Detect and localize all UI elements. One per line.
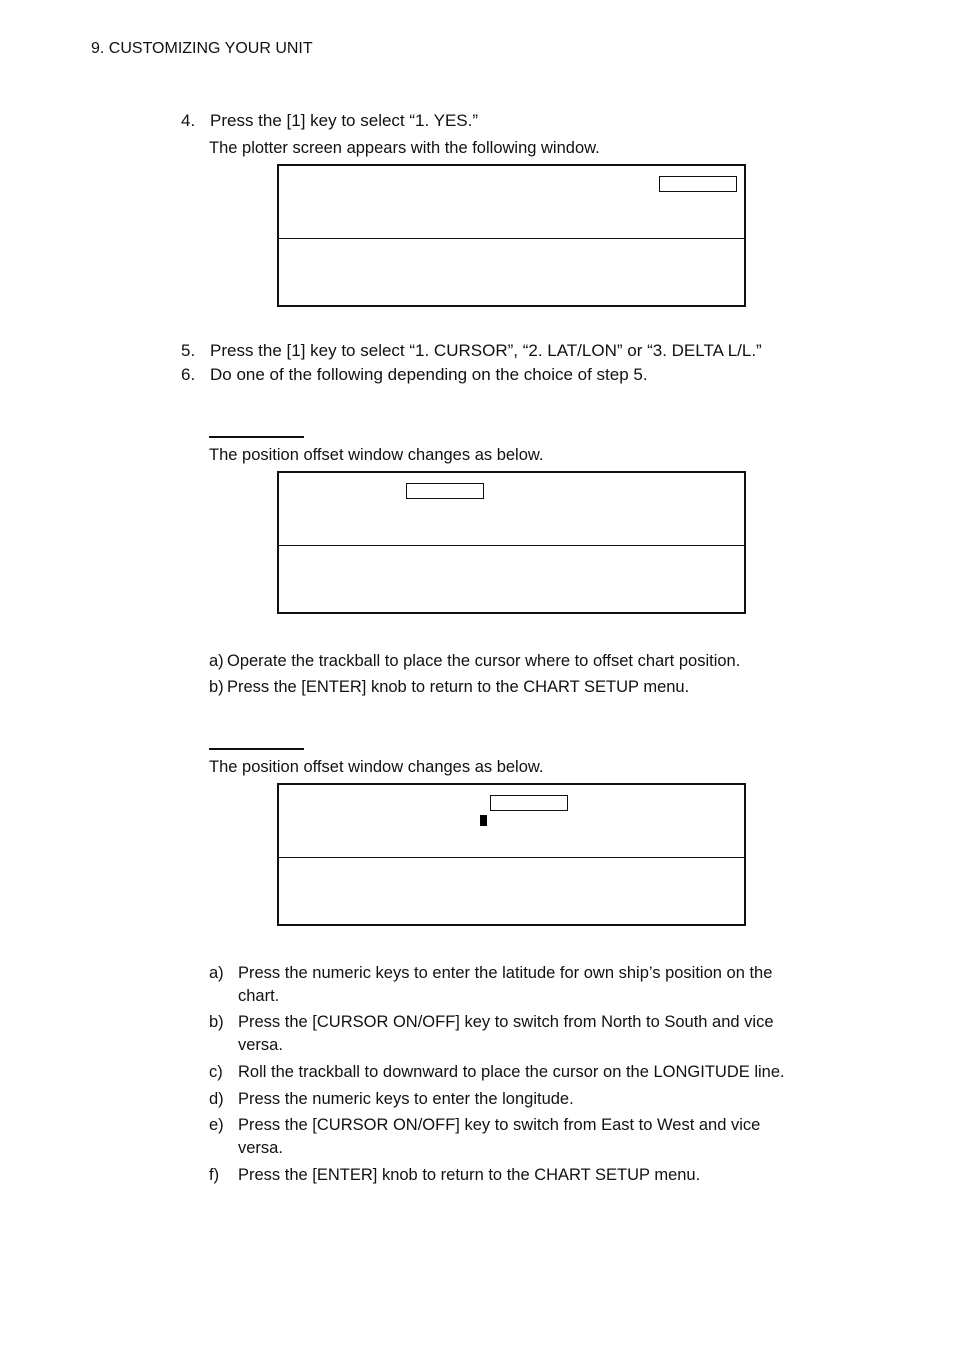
- cursor-item-b: [209, 678, 909, 700]
- step-4-note: The plotter screen appears with the following window.: [209, 139, 600, 157]
- item-text-line1: Press the [CURSOR ON/OFF] key to switch from North to South and vice: [238, 1013, 774, 1031]
- item-text-line2: versa.: [238, 1139, 283, 1157]
- item-label: b): [209, 1013, 224, 1031]
- latlon-item-b: [209, 1013, 909, 1059]
- section-heading-rule: [209, 748, 304, 750]
- step-text: Press the [1] key to select “1. CURSOR”, “2. LAT/LON” or “3. DELTA L/L.”: [210, 341, 762, 360]
- cursor-item-a: [209, 652, 909, 674]
- latlon-item-c: [209, 1063, 909, 1085]
- step-text: Do one of the following depending on the choice of step 5.: [210, 365, 648, 384]
- item-text: Operate the trackball to place the cursor where to offset chart position.: [227, 652, 741, 670]
- item-text-line1: Press the [ENTER] knob to return to the CHART SETUP menu.: [238, 1166, 701, 1184]
- highlighted-field: [490, 795, 568, 811]
- item-label: a): [209, 964, 224, 982]
- item-text-line1: Press the [CURSOR ON/OFF] key to switch from East to West and vice: [238, 1116, 761, 1134]
- window-divider: [279, 857, 744, 858]
- latlon-section-note: The position offset window changes as below.: [209, 758, 544, 776]
- item-text-line1: Press the numeric keys to enter the latitude for own ship’s position on the: [238, 964, 773, 982]
- window-divider: [279, 238, 744, 239]
- plotter-window-initial: [277, 164, 746, 307]
- position-offset-window-cursor: [277, 471, 746, 614]
- window-divider: [279, 545, 744, 546]
- latlon-item-d: [209, 1090, 909, 1112]
- item-label: f): [209, 1166, 220, 1184]
- item-label: a): [209, 652, 224, 670]
- step-4: [181, 111, 881, 133]
- latlon-item-e: [209, 1116, 909, 1162]
- item-label: c): [209, 1063, 223, 1081]
- highlighted-field: [406, 483, 484, 499]
- item-text-line1: Roll the trackball to downward to place the cursor on the LONGITUDE line.: [238, 1063, 785, 1081]
- step-5: [181, 341, 881, 363]
- step-6: [181, 365, 881, 387]
- position-offset-window-latlon: [277, 783, 746, 926]
- latlon-item-a: [209, 964, 909, 1010]
- step-number: 6.: [181, 365, 196, 384]
- item-text-line1: Press the numeric keys to enter the longitude.: [238, 1090, 574, 1108]
- item-label: d): [209, 1090, 224, 1108]
- step-number: 5.: [181, 341, 196, 360]
- section-heading-rule: [209, 436, 304, 438]
- step-number: 4.: [181, 111, 196, 130]
- section-header: 9. CUSTOMIZING YOUR UNIT: [91, 40, 313, 57]
- highlighted-field: [659, 176, 737, 192]
- item-label: b): [209, 678, 224, 696]
- item-text-line2: versa.: [238, 1036, 283, 1054]
- item-text: Press the [ENTER] knob to return to the CHART SETUP menu.: [227, 678, 690, 696]
- item-label: e): [209, 1116, 224, 1134]
- item-text-line2: chart.: [238, 987, 280, 1005]
- latlon-item-f: [209, 1166, 909, 1188]
- cursor-section-note: The position offset window changes as below.: [209, 446, 544, 464]
- step-text: Press the [1] key to select “1. YES.”: [210, 111, 479, 130]
- text-cursor: [480, 815, 487, 826]
